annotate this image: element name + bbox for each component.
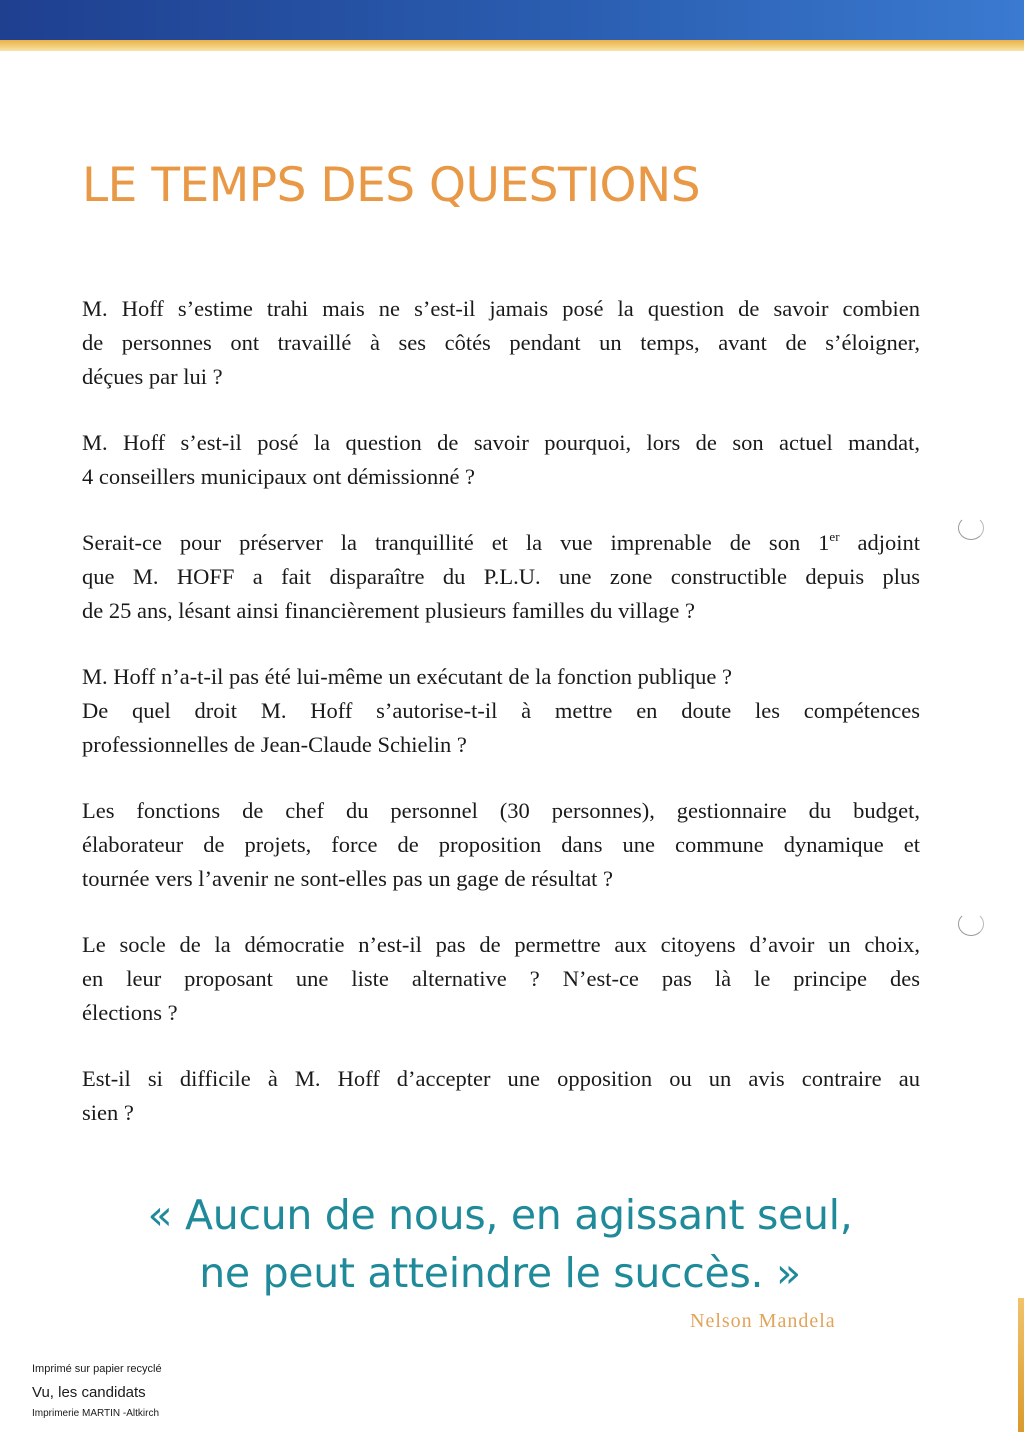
text-line: Le socle de la démocratie n’est-il pas de permettre aux citoyens d’avoir un choix, [82, 932, 920, 957]
paragraph-2 [82, 426, 920, 494]
text-line: tournée vers l’avenir ne sont-elles pas un gage de résultat ? [82, 866, 614, 891]
text-line: M. Hoff s’estime trahi mais ne s’est-il jamais posé la question de savoir combien [82, 296, 920, 321]
header-gold-stripe [0, 40, 1024, 51]
paragraph-3 [82, 526, 920, 628]
text-line: sien ? [82, 1100, 134, 1125]
text-line: Les fonctions de chef du personnel (30 personnes), gestionnaire du budget, [82, 798, 920, 823]
text-line: 4 conseillers municipaux ont démissionné ? [82, 464, 476, 489]
footer-candidates-note: Vu, les candidats [32, 1384, 146, 1401]
text-line: M. Hoff s’est-il posé la question de savoir pourquoi, lors de son actuel mandat, [82, 430, 920, 455]
paragraph-1 [82, 292, 920, 394]
text-line: déçues par lui ? [82, 364, 223, 389]
text-line [82, 526, 920, 560]
binder-hole-lower [958, 912, 984, 936]
text-line: que M. HOFF a fait disparaître du P.L.U. une zone constructible depuis plus [82, 564, 920, 589]
text-line: de personnes ont travaillé à ses côtés pendant un temps, avant de s’éloigner, [82, 330, 920, 355]
header-blue-band [0, 0, 1024, 40]
page-title: LE TEMPS DES QUESTIONS [82, 158, 701, 213]
text-line: M. Hoff n’a-t-il pas été lui-même un exécutant de la fonction publique ? [82, 664, 732, 689]
text-line: de 25 ans, lésant ainsi financièrement plusieurs familles du village ? [82, 598, 695, 623]
quote-line-1: « Aucun de nous, en agissant seul, [147, 1191, 853, 1239]
body-text [82, 292, 920, 1130]
text-line: en leur proposant une liste alternative ? N’est-ce pas là le principe des [82, 966, 920, 991]
text-line: élaborateur de projets, force de proposition dans une commune dynamique et [82, 832, 920, 857]
paragraph-4 [82, 660, 920, 762]
ordinal-superscript: er [829, 528, 840, 544]
text-line: professionnelles de Jean-Claude Schielin ? [82, 732, 467, 757]
paragraph-5 [82, 794, 920, 896]
mandela-quote [0, 1186, 1000, 1302]
text-fragment: adjoint [839, 530, 920, 555]
paragraph-6 [82, 928, 920, 1030]
text-line: élections ? [82, 1000, 178, 1025]
text-line: Est-il si difficile à M. Hoff d’accepter une opposition ou un avis contraire au [82, 1066, 920, 1091]
binder-hole-upper [958, 516, 984, 540]
footer-recycled-note: Imprimé sur papier recyclé [32, 1363, 162, 1375]
quote-line-2: ne peut atteindre le succès. » [199, 1249, 801, 1297]
footer-printer-note: Imprimerie MARTIN -Altkirch [32, 1408, 160, 1419]
quote-author: Nelson Mandela [690, 1310, 836, 1332]
text-fragment: Serait-ce pour préserver la tranquillité et la vue imprenable de son 1 [82, 530, 830, 555]
right-edge-gold-mark [1018, 1298, 1024, 1432]
paragraph-7 [82, 1062, 920, 1130]
text-line: De quel droit M. Hoff s’autorise-t-il à mettre en doute les compétences [82, 698, 920, 723]
